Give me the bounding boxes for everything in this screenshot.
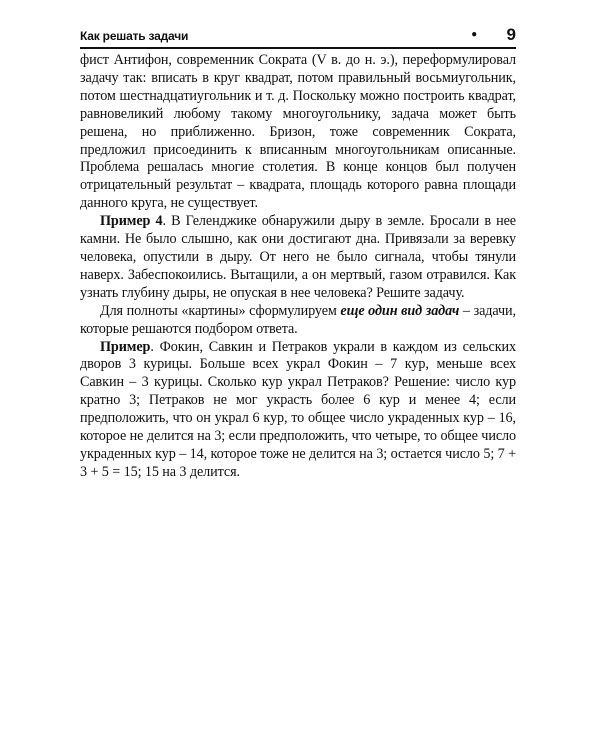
paragraph-selection-tasks bbox=[80, 303, 516, 339]
page-number: 9 bbox=[506, 25, 516, 44]
running-title: Как решать задачи bbox=[80, 29, 189, 43]
selection-tasks-intro: Для полноты «картины» сформулируем bbox=[100, 302, 341, 319]
paragraph-example-chickens bbox=[80, 339, 516, 482]
selection-tasks-ending: – задачи, которые решаются подбором ответа. bbox=[80, 302, 516, 337]
body-text bbox=[80, 52, 516, 482]
example-chickens-text: . Фокин, Савкин и Петраков украли в каждом из сельских дворов 3 курицы. Больше всех украл Фокин – 7 кур, меньше всех Савкин – 3 курицы. Сколько кур украл Петраков? Решение: число кур кратно 3; Петраков не мог украсть более 6 кур и менее 4; если предположить, что он украл 6 кур, то общее число украденных кур – 16, которое не делится на 3; если предположить, что четыре, то общее число украденных кур – 14, которое тоже не делится на 3; остается число 5; 7 + 3 + 5 = 15; 15 на 3 делится. bbox=[80, 338, 516, 480]
example-4-label: Пример 4 bbox=[100, 213, 163, 230]
paragraph-antiphon: фист Антифон, современник Сократа (V в. до н. э.), переформулировал задачу так: вписать в круг квадрат, потом правильный восьмиугольник, потом шестнадцатиугольник и т. д. Поскольку можно построить квадрат, равновеликий любому такому многоугольнику, задача может быть решена, но приближенно. Бризон, тоже современник Сократа, предложил присоединить к вписанным многоугольникам описанные. Проблема решалась многие столетия. В конце концов был получен отрицательный результат – квадрата, площадь которого равна площади данного круга, не существует. bbox=[80, 52, 516, 212]
example-4-text: . В Геленджике обнаружили дыру в земле. Бросали в нее камни. Не было слышно, как они достигают дна. Привязали за веревку человека, опустили в дыру. От него не было сигнала, чтобы тянули наверх. Забеспокоились. Вытащили, а он мертвый, газом отравился. Как узнать глубину дыры, не опуская в нее человека? Решите задачу. bbox=[80, 213, 516, 301]
example-label: Пример bbox=[100, 338, 151, 355]
running-header bbox=[80, 27, 516, 49]
paragraph-example-4 bbox=[80, 213, 516, 303]
bullet-icon: • bbox=[470, 28, 478, 42]
selection-tasks-emphasis: еще один вид задач bbox=[340, 302, 460, 319]
